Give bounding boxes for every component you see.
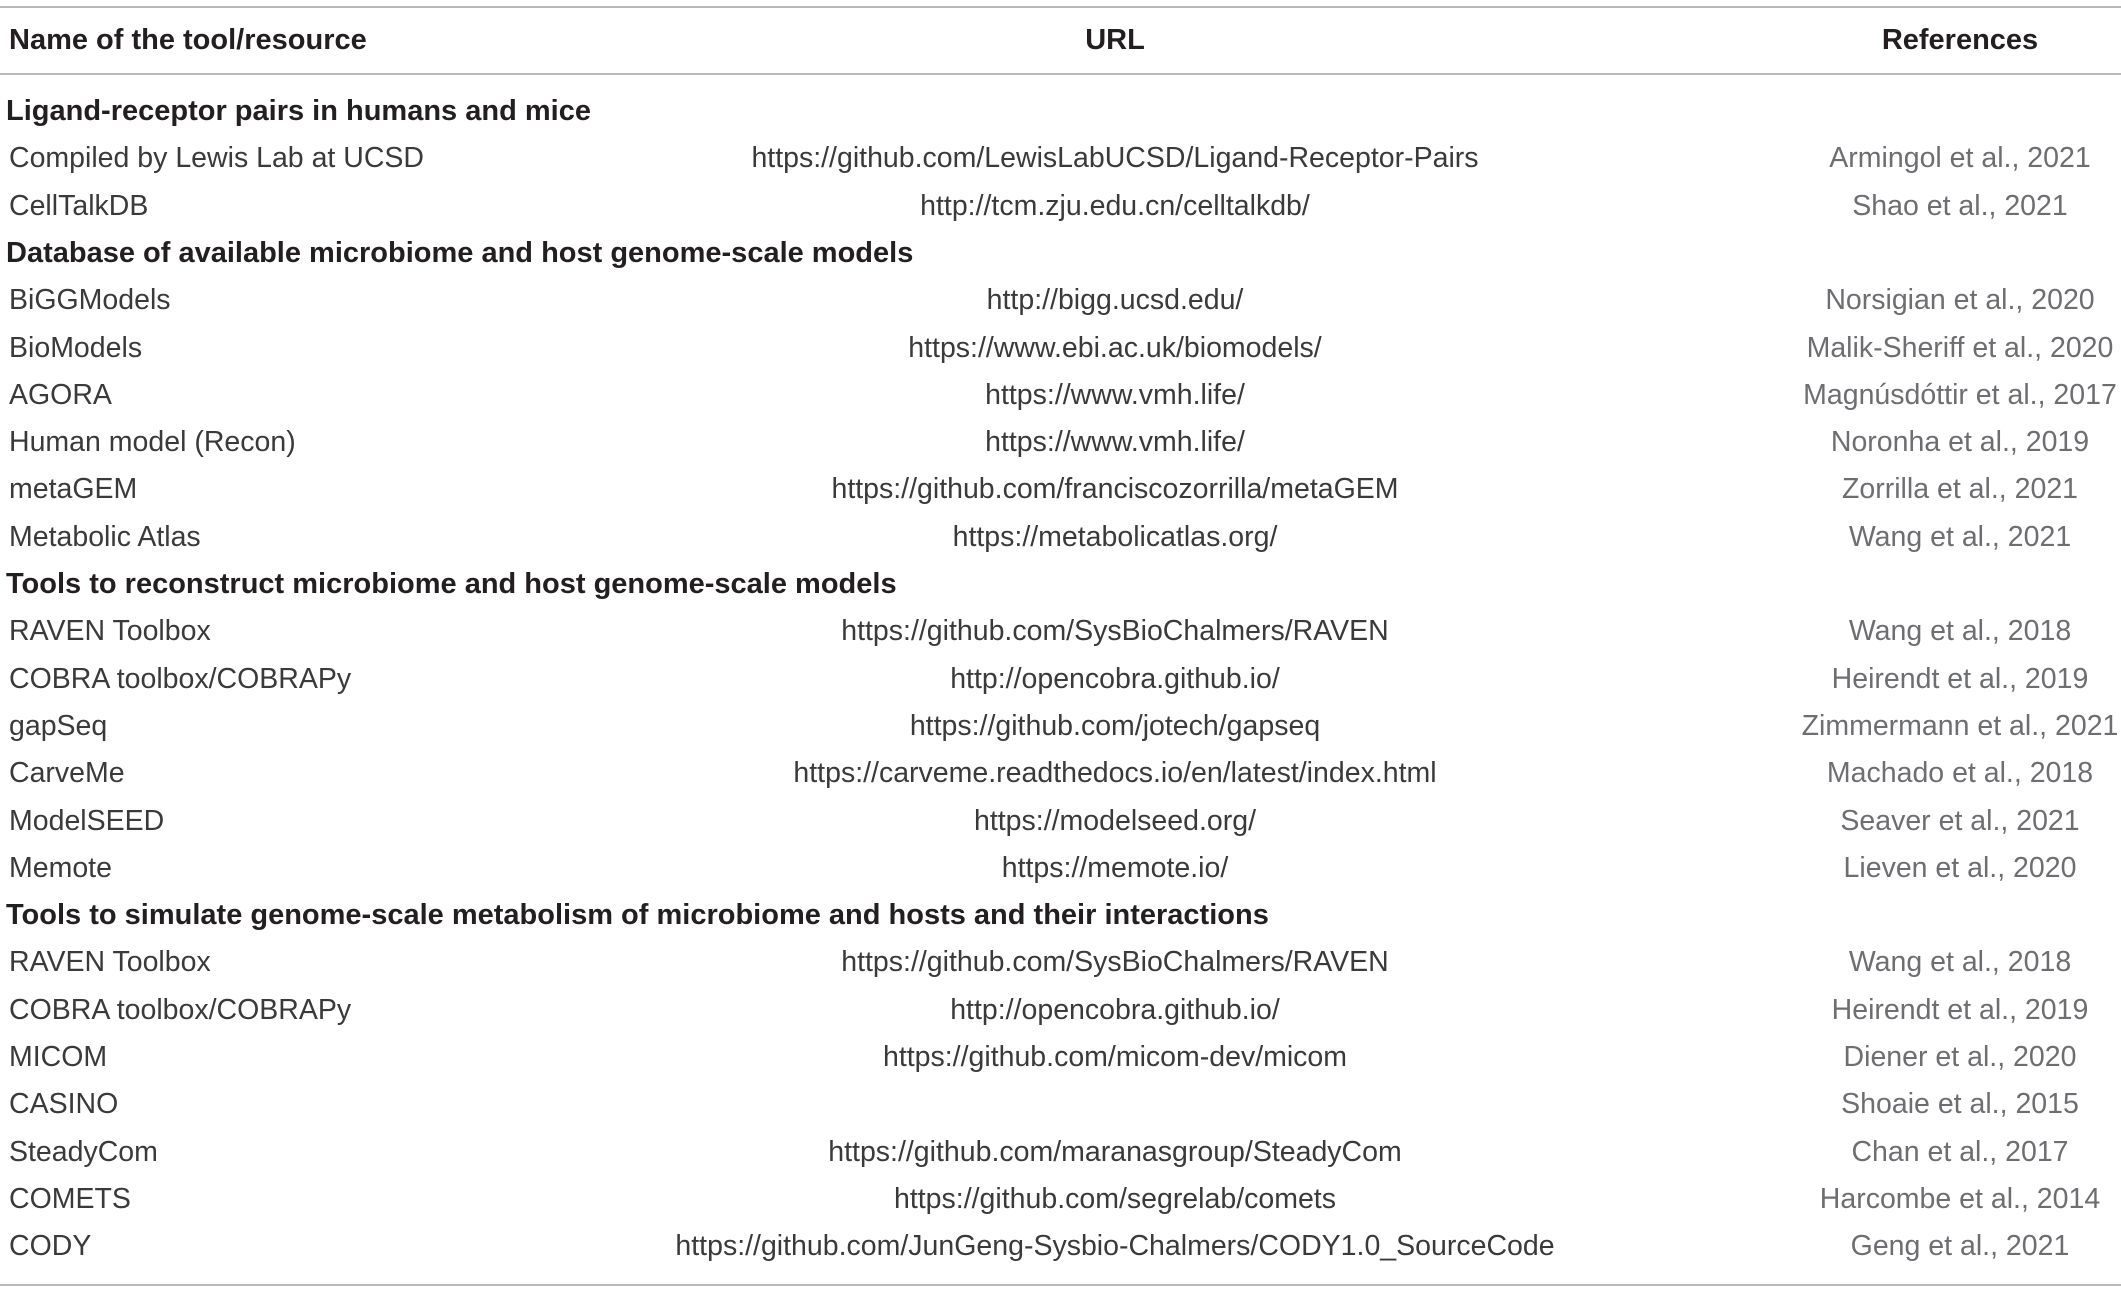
tool-reference: Seaver et al., 2021 — [1840, 804, 2080, 837]
table-row — [0, 277, 2121, 324]
table-row — [0, 845, 2121, 892]
tool-name: gapSeq — [9, 709, 108, 742]
tool-url-link[interactable]: https://modelseed.org/ — [974, 804, 1256, 837]
tool-url-link[interactable]: https://metabolicatlas.org/ — [952, 520, 1278, 553]
tool-reference: Zorrilla et al., 2021 — [1841, 473, 2079, 506]
tool-url-link[interactable]: https://www.vmh.life/ — [985, 378, 1245, 411]
section-row — [0, 230, 2121, 277]
table-row — [0, 750, 2121, 797]
tool-reference: Harcombe et al., 2014 — [1819, 1182, 2101, 1215]
tool-url-link[interactable]: https://carveme.readthedocs.io/en/latest/index.html — [793, 757, 1437, 790]
section-title: Tools to reconstruct microbiome and host genome-scale models — [6, 568, 897, 600]
table-top-rule — [0, 6, 2121, 8]
tool-url-link[interactable]: https://memote.io/ — [1001, 851, 1229, 884]
tool-reference: Geng et al., 2021 — [1850, 1230, 2070, 1263]
tool-name: CASINO — [9, 1088, 119, 1121]
tool-name: CarveMe — [9, 757, 125, 790]
tool-name: RAVEN Toolbox — [9, 615, 211, 648]
header-name: Name of the tool/resource — [9, 24, 367, 56]
tool-url-link[interactable]: https://github.com/segrelab/comets — [894, 1182, 1336, 1215]
table-row — [0, 656, 2121, 703]
tool-url-link[interactable]: http://opencobra.github.io/ — [950, 662, 1280, 695]
tool-reference: Machado et al., 2018 — [1826, 757, 2094, 790]
tool-url-link[interactable]: https://github.com/jotech/gapseq — [909, 709, 1321, 742]
header-references: References — [1881, 24, 2039, 56]
tool-name: ModelSEED — [9, 804, 165, 837]
table-row — [0, 1081, 2121, 1128]
tool-reference: Lieven et al., 2020 — [1843, 851, 2077, 884]
tool-name: BiGGModels — [9, 284, 171, 317]
section-row — [0, 892, 2121, 939]
tool-url-link[interactable] — [560, 1081, 1670, 1128]
tool-reference: Zimmermann et al., 2021 — [1801, 709, 2119, 742]
table-row — [0, 466, 2121, 513]
tool-url-link[interactable]: https://www.vmh.life/ — [985, 426, 1245, 459]
tool-name: CellTalkDB — [9, 189, 149, 222]
tool-url-link[interactable]: http://opencobra.github.io/ — [950, 993, 1280, 1026]
tool-url-link[interactable]: https://www.ebi.ac.uk/biomodels/ — [908, 331, 1322, 364]
table-bottom-rule — [0, 1284, 2121, 1286]
tool-url-link[interactable]: http://bigg.ucsd.edu/ — [986, 284, 1244, 317]
table-row — [0, 183, 2121, 230]
table-row — [0, 514, 2121, 561]
tool-url-link[interactable]: https://github.com/maranasgroup/SteadyCom — [828, 1135, 1402, 1168]
table-row — [0, 703, 2121, 750]
tool-reference: Armingol et al., 2021 — [1829, 142, 2091, 175]
table-header-row — [0, 17, 2121, 64]
tool-reference: Wang et al., 2018 — [1848, 946, 2072, 979]
tool-reference: Diener et al., 2020 — [1843, 1041, 2077, 1073]
tool-url-link[interactable]: http://tcm.zju.edu.cn/celltalkdb/ — [920, 189, 1310, 222]
table-row — [0, 798, 2121, 845]
tool-reference: Wang et al., 2018 — [1848, 615, 2072, 648]
tool-reference: Norsigian et al., 2020 — [1825, 284, 2095, 317]
tool-name: COBRA toolbox/COBRAPy — [9, 993, 352, 1026]
tool-reference: Heirendt et al., 2019 — [1831, 662, 2089, 695]
table-row — [0, 372, 2121, 419]
table-row — [0, 987, 2121, 1034]
tool-name: CODY — [9, 1230, 92, 1263]
tool-name: MICOM — [9, 1041, 108, 1073]
table-row — [0, 1034, 2121, 1081]
tool-reference: Malik-Sheriff et al., 2020 — [1806, 331, 2114, 364]
tool-reference: Wang et al., 2021 — [1848, 520, 2072, 553]
table-row — [0, 325, 2121, 372]
section-title: Database of available microbiome and host genome-scale models — [6, 236, 914, 269]
tool-url-link[interactable]: https://github.com/SysBioChalmers/RAVEN — [841, 615, 1389, 648]
header-rule — [0, 73, 2121, 75]
table-row — [0, 1129, 2121, 1176]
tool-name: Human model (Recon) — [9, 426, 296, 459]
tool-name: RAVEN Toolbox — [9, 946, 211, 979]
tool-name: BioModels — [9, 331, 143, 364]
section-row — [0, 88, 2121, 135]
section-title: Ligand-receptor pairs in humans and mice — [6, 95, 591, 127]
section-title: Tools to simulate genome-scale metabolism of microbiome and hosts and their interactions — [6, 899, 1269, 932]
tool-name: Compiled by Lewis Lab at UCSD — [9, 142, 425, 175]
table-row — [0, 1223, 2121, 1270]
tool-name: COMETS — [9, 1182, 131, 1215]
tool-reference: Shao et al., 2021 — [1852, 189, 2068, 222]
tool-url-link[interactable]: https://github.com/LewisLabUCSD/Ligand-Receptor-Pairs — [751, 142, 1479, 175]
tool-reference: Noronha et al., 2019 — [1830, 426, 2090, 459]
tool-name: SteadyCom — [9, 1135, 158, 1168]
tool-url-link[interactable]: https://github.com/SysBioChalmers/RAVEN — [841, 946, 1389, 979]
tool-reference: Shoaie et al., 2015 — [1841, 1088, 2079, 1121]
section-row — [0, 561, 2121, 608]
table-row — [0, 419, 2121, 466]
table-row — [0, 608, 2121, 655]
tool-name: COBRA toolbox/COBRAPy — [9, 662, 352, 695]
tool-name: Memote — [9, 851, 112, 884]
table-row — [0, 1176, 2121, 1223]
tool-reference: Heirendt et al., 2019 — [1831, 993, 2089, 1026]
table-row — [0, 939, 2121, 986]
tool-name: AGORA — [9, 378, 112, 411]
tool-name: Metabolic Atlas — [9, 520, 201, 553]
tool-reference: Magnúsdóttir et al., 2017 — [1803, 378, 2117, 411]
tool-url-link[interactable]: https://github.com/franciscozorrilla/metaGEM — [831, 473, 1399, 506]
tool-url-link[interactable]: https://github.com/JunGeng-Sysbio-Chalmers/CODY1.0_SourceCode — [675, 1230, 1555, 1263]
tool-url-link[interactable]: https://github.com/micom-dev/micom — [882, 1041, 1348, 1073]
header-url: URL — [1085, 24, 1145, 56]
tool-name: metaGEM — [9, 473, 138, 506]
table-row — [0, 135, 2121, 182]
tool-reference: Chan et al., 2017 — [1851, 1135, 2069, 1168]
